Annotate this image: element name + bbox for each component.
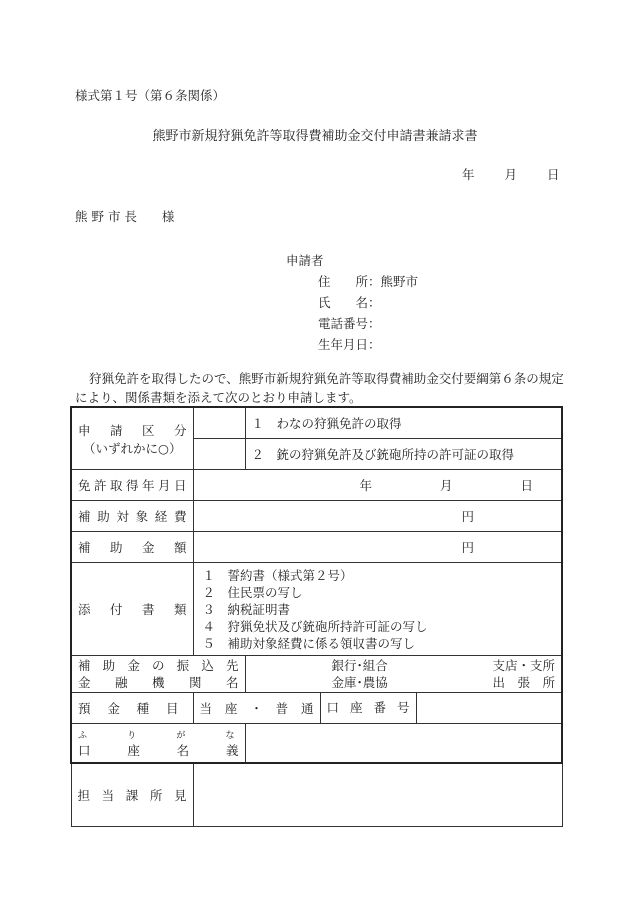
address-label: 住 所： (318, 274, 381, 289)
addressee: 熊 野 市 長 様 (75, 209, 175, 224)
bank-label-cell (71, 656, 245, 693)
category-note: （いずれかに○） (83, 440, 182, 456)
account-name-label: 口 座 名 義 (78, 742, 239, 758)
account-number-cell (320, 693, 562, 724)
applicant-heading: 申請者 (286, 253, 324, 268)
subsidy-amount-label: 補 助 金 額 (71, 532, 193, 563)
license-date-label: 免許取得年月日 (71, 470, 193, 501)
bank-field[interactable]: 銀行･組合 支店・支所 金庫･農協 出 張 所 (245, 656, 562, 693)
deposit-type-field[interactable]: 当座・普通 (193, 693, 320, 724)
officer-label: 担当課所見 (71, 763, 193, 827)
deposit-type-label: 預金種目 (71, 693, 193, 724)
application-table (70, 406, 563, 827)
category-option1: １ わなの狩猟免許の取得 (245, 407, 562, 439)
date-year: 年 (462, 167, 475, 182)
account-name-field[interactable] (245, 724, 562, 764)
category-option1-mark[interactable] (193, 407, 245, 439)
officer-field (193, 763, 562, 827)
attachment-item: ２ 住民票の写し (202, 584, 303, 600)
account-number-field[interactable] (417, 693, 562, 723)
intro-paragraph: 狩猟免許を取得したので、熊野市新規狩猟免許等取得費補助金交付要綱第６条の規定により、関係書類を添えて次のとおり申請します。 (75, 371, 564, 405)
attachments-list (193, 563, 562, 656)
account-number-label: 口座番号 (321, 693, 417, 723)
attachment-item: １ 誓約書（様式第２号） (202, 567, 353, 583)
bank-label1: 補助金の振込先 (78, 658, 239, 673)
submission-date (462, 165, 560, 183)
attachment-item: ３ 納税証明書 (202, 601, 291, 617)
birthdate-label: 生年月日： (318, 337, 381, 352)
category-label: 申 請 区 分 (78, 422, 187, 438)
attachment-item: ５ 補助対象経費に係る領収書の写し (202, 635, 416, 651)
license-date-field[interactable]: 年 月 日 (193, 470, 562, 501)
date-day: 日 (547, 167, 560, 182)
address-line (286, 271, 418, 292)
document-title: 熊野市新規狩猟免許等取得費補助金交付申請書兼請求書 (152, 129, 478, 144)
form-number: 様式第１号（第６条関係） (75, 88, 226, 103)
account-name-label-cell: ふ り が な 口 座 名 義 (71, 724, 245, 764)
phone-label: 電話番号： (318, 316, 381, 331)
name-label: 氏 名： (318, 295, 381, 310)
category-option2: ２ 銃の狩猟免許及び銃砲所持の許可証の取得 (245, 439, 562, 470)
attachments-label: 添 付 書 類 (71, 563, 193, 656)
eligible-cost-field[interactable]: 円 (193, 501, 562, 532)
subsidy-amount-field[interactable]: 円 (193, 532, 562, 563)
category-option2-mark[interactable] (193, 439, 245, 470)
category-label-cell (71, 407, 193, 470)
address-value: 熊野市 (380, 274, 419, 289)
attachment-item: ４ 狩猟免状及び銃砲所持許可証の写し (202, 618, 428, 634)
date-month: 月 (504, 167, 518, 182)
eligible-cost-label: 補助対象経費 (71, 501, 193, 532)
bank-label2: 金融機関名 (78, 675, 239, 690)
applicant-block (286, 250, 418, 355)
